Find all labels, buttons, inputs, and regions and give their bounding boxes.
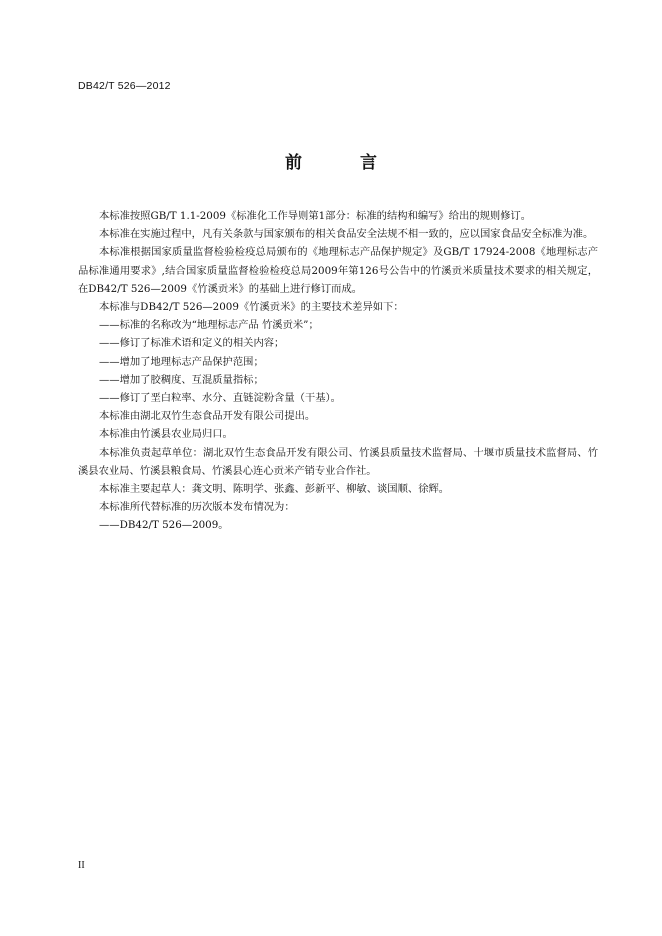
list-item: ——修订了标准术语和定义的相关内容； (99, 337, 285, 350)
paragraph: 本标准由湖北双竹生态食品开发有限公司提出。 (99, 410, 316, 423)
list-item: ——DB42/T 526—2009。 (99, 519, 229, 532)
list-item: ——增加了胶稠度、互混质量指标； (99, 373, 264, 386)
foreword-body (78, 207, 598, 535)
paragraph: 本标准与DB42/T 526—2009《竹溪贡米》的主要技术差异如下： (99, 301, 404, 314)
paragraph: 本标准根据国家质量监督检验检疫总局颁布的《地理标志产品保护规定》及GB/T 17924-2008《地理标志产品标准通用要求》,结合国家质量监督检验检疫总局2009年第126号公告中的竹溪贡米质量技术要求的相关规定，在DB42/T 526—2009《竹溪贡米》的基础上进行修订而成。 (78, 246, 598, 295)
paragraph: 本标准由竹溪县农业局归口。 (99, 428, 233, 441)
paragraph: 本标准所代替标准的历次版本发布情况为： (99, 501, 295, 514)
list-item: ——增加了地理标志产品保护范围； (99, 355, 264, 368)
paragraph: 本标准按照GB/T 1.1-2009《标准化工作导则第1部分：标准的结构和编写》给出的规则修订。 (99, 210, 532, 222)
list-item: ——修订了垩白粒率、水分、直链淀粉含量（干基）。 (99, 392, 341, 405)
standard-code: DB42/T 526—2012 (78, 80, 171, 92)
paragraph: 本标准在实施过程中，凡有关条款与国家颁布的相关食品安全法规不相一致的，应以国家食品安全标准为准。 (99, 228, 594, 241)
page-title: 前 言 (285, 153, 403, 173)
list-item: ——标准的名称改为“地理标志产品 竹溪贡米”； (99, 319, 319, 332)
paragraph: 本标准主要起草人：龚文明、陈明学、张鑫、彭新平、柳敏、谈国顺、徐辉。 (99, 483, 450, 496)
page-number: II (78, 860, 85, 871)
paragraph: 本标准负责起草单位：湖北双竹生态食品开发有限公司、竹溪县质量技术监督局、十堰市质量技术监督局、竹溪县农业局、竹溪县粮食局、竹溪县心连心贡米产销专业合作社。 (78, 446, 598, 477)
